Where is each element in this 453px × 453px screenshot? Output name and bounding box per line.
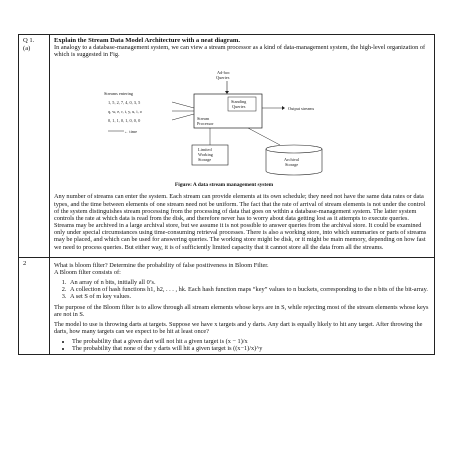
bloom-consists-text: A Bloom filter consists of: bbox=[54, 268, 121, 276]
question-content-cell-2 bbox=[50, 257, 435, 355]
stream-arrow-3 bbox=[172, 114, 194, 120]
stream-1-label: 1, 5, 2, 7, 4, 0, 3, 5 bbox=[108, 100, 141, 106]
question-part: (a) bbox=[23, 45, 31, 52]
stream-2-label: q, w, e, r, t, y, u, i, o bbox=[108, 109, 142, 115]
adhoc-label-line1: Ad-hoc bbox=[217, 70, 230, 76]
working-label-line2: Working bbox=[198, 152, 213, 158]
list-item: • The probability that a given dart will not hit a given target is (x − 1)/x bbox=[72, 338, 430, 345]
archival-label-line2: Storage bbox=[285, 162, 299, 168]
time-label: ← time bbox=[124, 129, 138, 135]
archival-cylinder-top bbox=[266, 145, 322, 153]
stream-architecture-figure bbox=[94, 61, 354, 191]
adhoc-label-line2: Queries bbox=[216, 75, 230, 81]
darts-model-text: The model to use is throwing darts at targets. Suppose we have x targets and y darts. Any dart is equally likely to hit any target. After throwing the darts, how many targets can we expect to be hit at least once? bbox=[54, 320, 423, 335]
question-title-2: What is bloom filter? Determine the probability of false positiveness in Bloom Filter. bbox=[54, 261, 269, 269]
list-item: 3. A set S of m key values. bbox=[68, 293, 430, 300]
question-title: Explain the Stream Data Model Architecture with a neat diagram. bbox=[54, 37, 241, 44]
processor-label-line2: Processor bbox=[197, 121, 214, 127]
bloom-components-list bbox=[68, 279, 430, 300]
list-item: 1. An array of n bits, initially all 0’s. bbox=[68, 279, 430, 286]
question-number-2: 2 bbox=[23, 259, 27, 267]
question-number: Q 1. bbox=[23, 37, 35, 44]
list-item: 2. A collection of hash functions h1, h2, . . . , hk. Each hash function maps “key” values to n buckets, corresponding to the n bits of the bit-array. bbox=[68, 286, 430, 293]
archival-storage-arrow bbox=[248, 128, 280, 145]
working-label-line1: Limited bbox=[198, 147, 212, 153]
standing-label-line1: Standing bbox=[231, 99, 247, 105]
question-content-cell bbox=[50, 35, 435, 258]
bloom-purpose-text: The purpose of the Bloom filter is to allow through all stream elements whose keys are in S, while rejecting most of the stream elements whose keys are not in S. bbox=[54, 303, 429, 318]
streams-entering-label: Streams entering bbox=[104, 91, 133, 97]
question-row-1 bbox=[19, 35, 435, 258]
output-streams-label: Output streams bbox=[288, 106, 315, 112]
processor-label-line1: Stream bbox=[197, 116, 210, 122]
intro-paragraph: In analogy to a database-management system, we can view a stream processor as a kind of data-management system, the high-level organization of which is suggested in Fig. bbox=[54, 44, 426, 59]
list-item: • The probability that none of the y darts will hit a given target is ((x−1)/x)^y bbox=[72, 345, 430, 352]
standing-label-line2: Queries bbox=[232, 104, 246, 110]
stream-model-body: Any number of streams can enter the system. Each stream can provide elements at its own schedule; they need not have the same data rates or data types, and the time between elements of one stream need not be uniform. The fact that the rate of arrival of stream elements is not under the control of the system distinguishes stream processing from the processing of data that goes on within a database-management system. The latter system controls the rate at which data is read from the disk, and therefore never has to worry about data getting lost as it attempts to execute queries. Streams may be archived in a large archival store, but we assume it is not possible to answer queries from the archival store. It could be examined only under special circumstances using time-consuming retrieval processes. There is also a working store, into which summaries or parts of streams may be placed, and which can be used for answering queries. The working store might be disk, or it might be main memory, depending on how fast we need to process queries. But either way, it is of sufficiently limited capacity that it cannot store all the data from all the streams. bbox=[54, 193, 427, 251]
stream-arrow-1 bbox=[172, 102, 194, 108]
question-number-cell bbox=[19, 35, 50, 258]
output-arrowhead bbox=[282, 106, 285, 110]
archival-label-line1: Archival bbox=[284, 157, 300, 163]
adhoc-arrowhead bbox=[225, 91, 229, 94]
stream-3-label: 0, 1, 1, 0, 1, 0, 0, 0 bbox=[108, 118, 141, 124]
working-label-line3: Storage bbox=[198, 157, 212, 163]
probability-bullets bbox=[72, 338, 430, 352]
question-row-2 bbox=[19, 257, 435, 355]
exam-page bbox=[18, 34, 435, 355]
answer-table bbox=[18, 34, 435, 355]
figure-caption: Figure: A data stream management system bbox=[174, 182, 274, 189]
question-number-cell-2 bbox=[19, 257, 50, 355]
